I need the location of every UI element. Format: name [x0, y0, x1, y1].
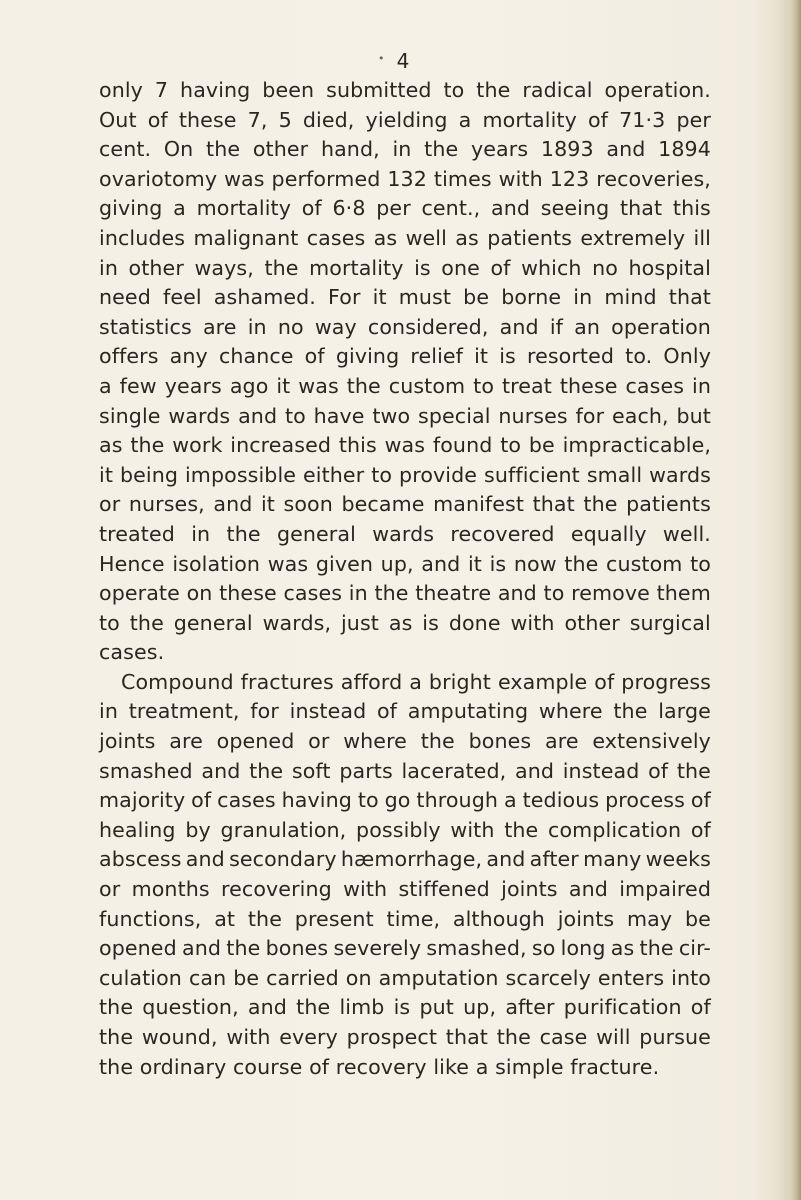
text-line: treated in the general wards recovered equally well. — [99, 521, 711, 546]
text-line: ovariotomy was performed 132 times with 123 recoveries, — [99, 166, 711, 191]
text-line: joints are opened or where the bones are extensively — [99, 729, 711, 754]
page-edge-shadow — [791, 0, 801, 1200]
text-line: the wound, with every prospect that the case will pursue — [99, 1025, 711, 1049]
text-line: single wards and to have two special nurses for each, but — [99, 403, 711, 428]
text-line: majority of cases having to go through a tedious process of — [99, 788, 711, 813]
text-line: in treatment, for instead of amputating where the large — [99, 699, 711, 724]
text-line: Out of these 7, 5 died, yielding a mortality of 71·3 per — [99, 107, 711, 132]
text-line: cases. — [99, 640, 165, 665]
text-line: Hence isolation was given up, and it is now the custom to — [99, 551, 711, 576]
text-line: abscess and secondary hæmorrhage, and after many weeks — [99, 847, 711, 872]
text-line: it being impossible either to provide sufficient small wards — [99, 462, 711, 487]
text-line: a few years ago it was the custom to treat these cases in — [99, 373, 711, 398]
text-line: offers any chance of giving relief it is resorted to. Only — [99, 344, 711, 369]
text-line: only 7 having been submitted to the radical operation. — [99, 78, 711, 102]
text-line: culation can be carried on amputation scarcely enters into — [99, 965, 711, 990]
text-line: or nurses, and it soon became manifest that the patients — [99, 492, 711, 517]
text-line: the question, and the limb is put up, after purification of — [99, 995, 711, 1020]
text-line: cent. On the other hand, in the years 1893 and 1894 — [99, 137, 711, 162]
text-line: opened and the bones severely smashed, so long as the cir- — [99, 936, 711, 961]
text-line: includes malignant cases as well as patients extremely ill — [99, 225, 711, 250]
text-line: to the general wards, just as is done with other surgical — [99, 610, 711, 635]
page-mark: • — [378, 52, 385, 65]
text-line: or months recovering with stiffened joints and impaired — [99, 877, 711, 902]
page-number-value: 4 — [396, 49, 410, 73]
text-line: the ordinary course of recovery like a simple fracture. — [99, 1054, 660, 1079]
text-line: giving a mortality of 6·8 per cent., and seeing that this — [99, 196, 711, 221]
text-line: need feel ashamed. For it must be borne in mind that — [99, 285, 711, 310]
text-line: healing by granulation, possibly with the complication of — [99, 817, 711, 842]
text-line: functions, at the present time, although joints may be — [99, 906, 711, 931]
text-line: operate on these cases in the theatre and to remove them — [99, 581, 711, 606]
text-line: Compound fractures afford a bright example of progress — [121, 669, 711, 694]
page-number — [378, 49, 418, 73]
text-line: as the work increased this was found to be impracticable, — [99, 433, 711, 458]
text-line: smashed and the soft parts lacerated, and instead of the — [99, 758, 711, 783]
text-line: in other ways, the mortality is one of which no hospital — [99, 255, 711, 280]
body-text — [99, 76, 711, 1082]
text-line: statistics are in no way considered, and if an operation — [99, 314, 711, 339]
